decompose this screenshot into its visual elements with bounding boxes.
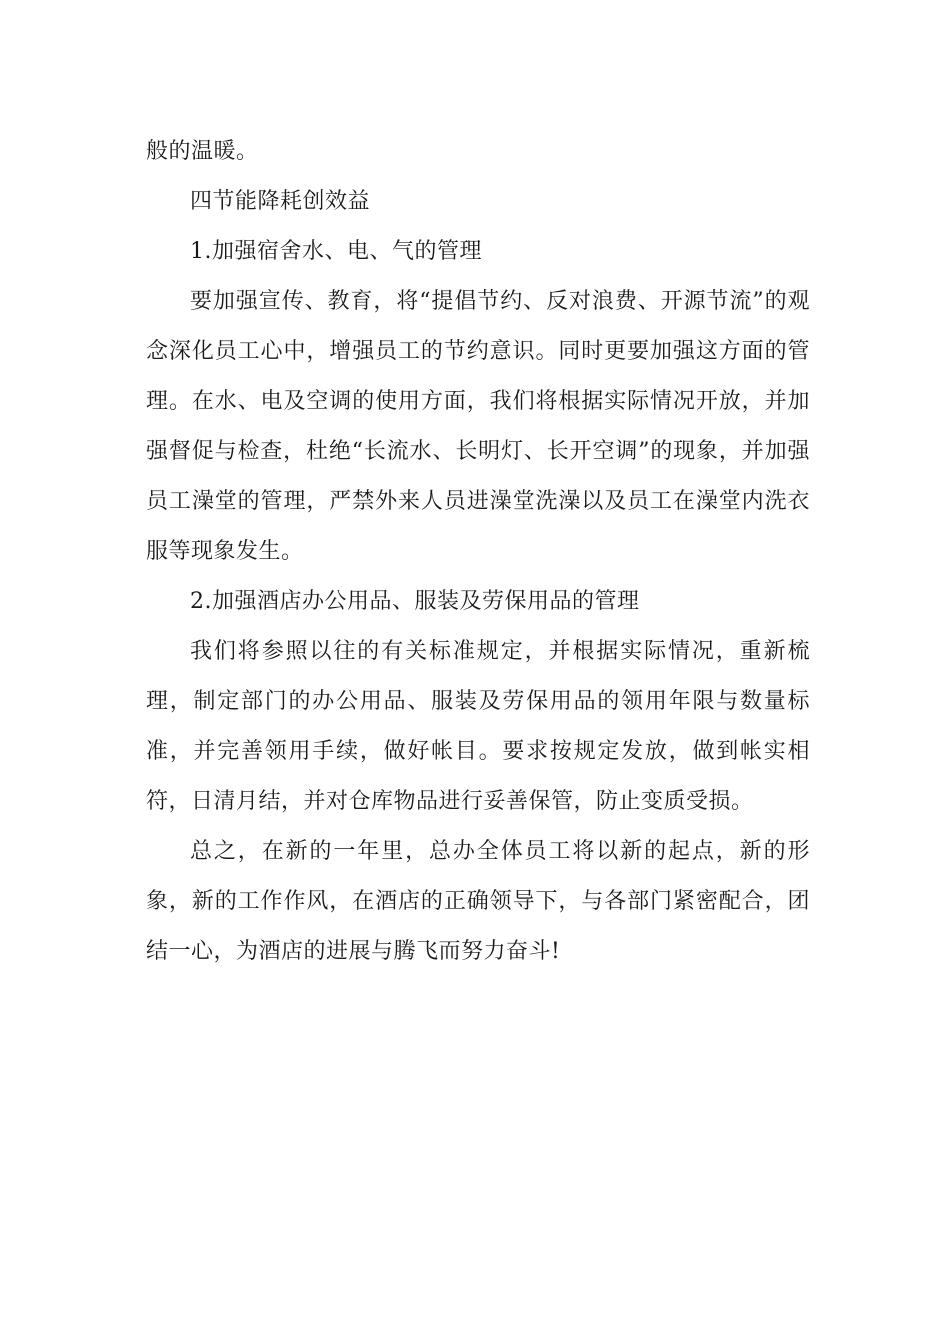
paragraph-continuation: 般的温暖。 [146, 139, 259, 164]
subheading-office-supplies: 2.加强酒店办公用品、服装及劳保用品的管理 [190, 589, 640, 614]
paragraph-conclusion: 总之，在新的一年里，总办全体员工将以新的起点，新的形象，新的工作作风，在酒店的正确领导下，与各部门紧密配合，团结一心，为酒店的进展与腾飞而努力奋斗! [146, 839, 810, 964]
subheading-dorm-utilities: 1.加强宿舍水、电、气的管理 [190, 239, 482, 264]
section-heading-energy-saving: 四节能降耗创效益 [190, 189, 371, 214]
document-body [146, 127, 810, 977]
paragraph-office-supplies: 我们将参照以往的有关标准规定，并根据实际情况，重新梳理，制定部门的办公用品、服装及劳保用品的领用年限与数量标准，并完善领用手续，做好帐目。要求按规定发放，做到帐实相符，日清月结，并对仓库物品进行妥善保管，防止变质受损。 [146, 639, 810, 814]
paragraph-dorm-utilities: 要加强宣传、教育，将“提倡节约、反对浪费、开源节流”的观念深化员工心中，增强员工的节约意识。同时更要加强这方面的管理。在水、电及空调的使用方面，我们将根据实际情况开放，并加强督促与检查，杜绝“长流水、长明灯、长开空调”的现象，并加强员工澡堂的管理，严禁外来人员进澡堂洗澡以及员工在澡堂内洗衣服等现象发生。 [146, 289, 810, 564]
